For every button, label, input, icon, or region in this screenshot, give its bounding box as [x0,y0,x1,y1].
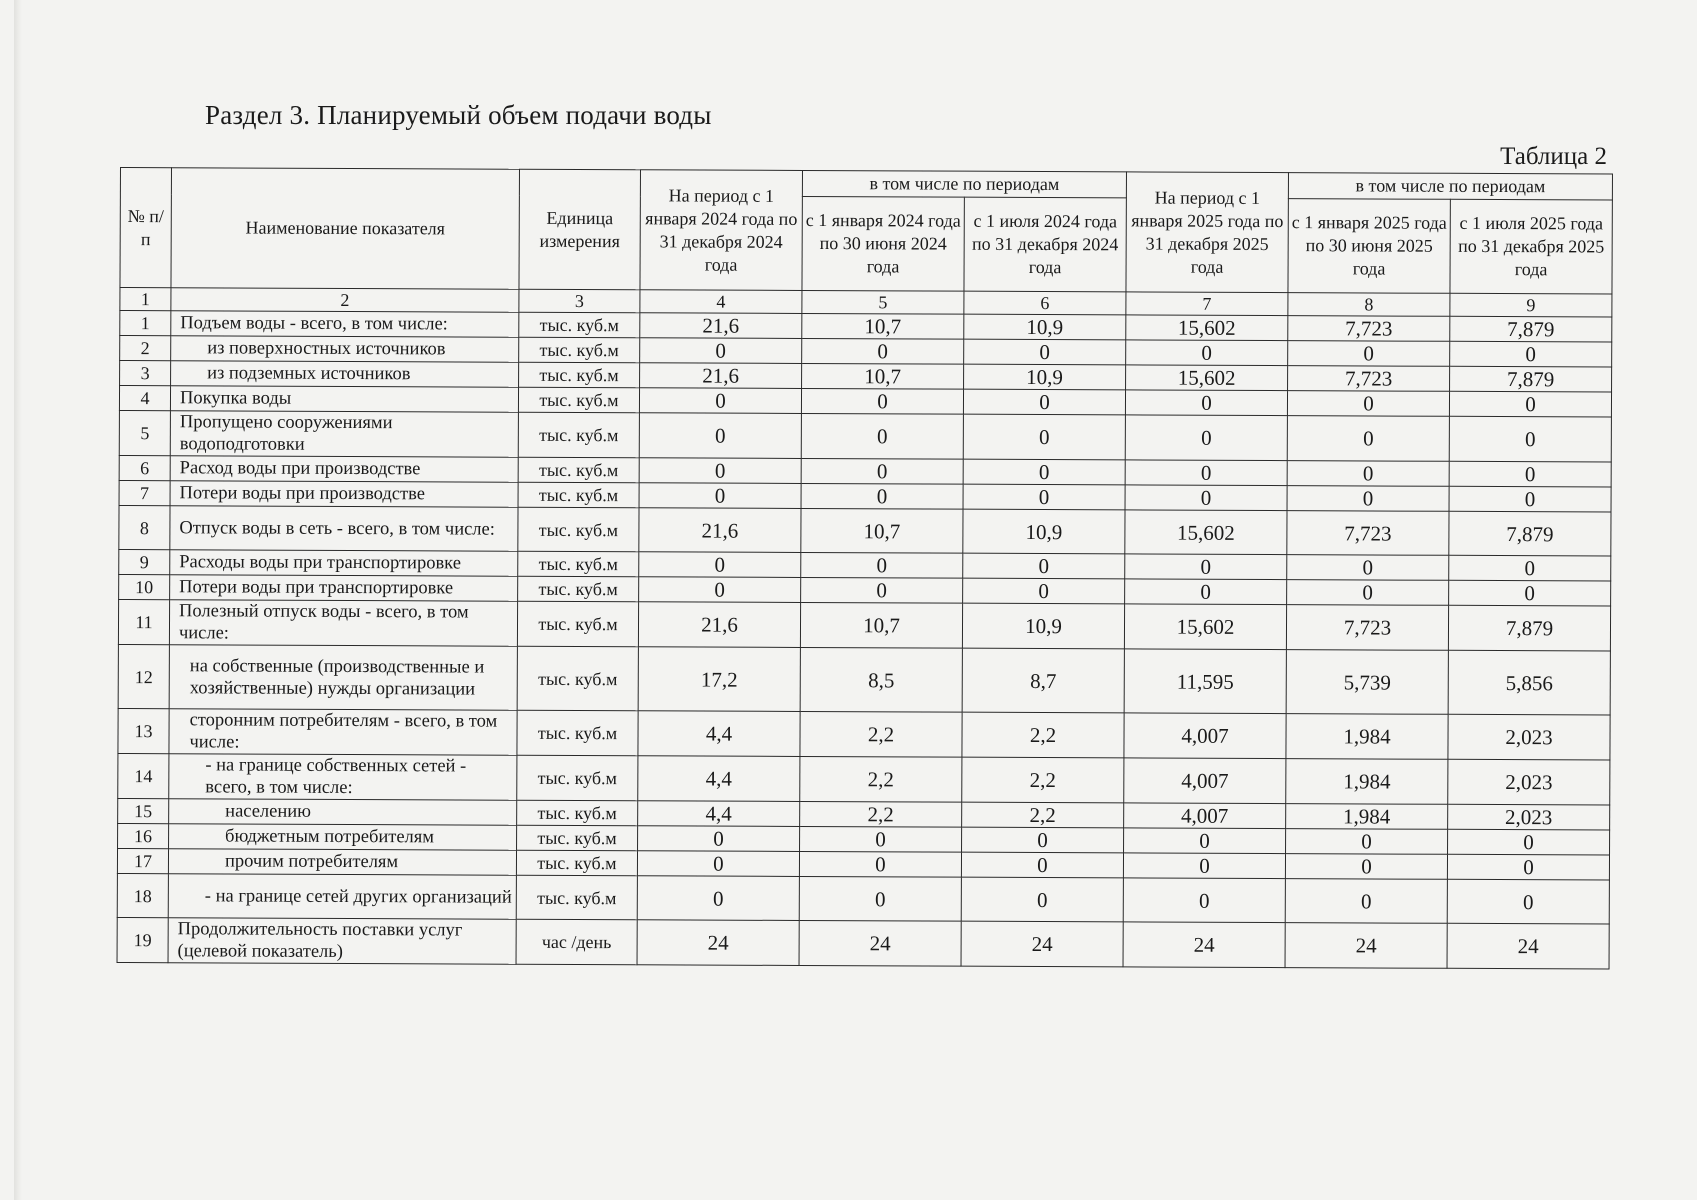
value-2024-h2: 0 [961,877,1123,922]
value-2025-total: 0 [1125,485,1287,511]
header-subperiods-2025: в том числе по периодам [1288,173,1612,200]
unit-cell: тыс. куб.м [519,312,640,338]
row-number: 12 [118,644,169,708]
value-2025-h1: 1,984 [1286,804,1448,830]
value-2024-h2: 8,7 [962,648,1124,713]
unit-cell: тыс. куб.м [518,576,639,602]
value-2025-total: 0 [1123,878,1285,923]
value-2024-h2: 24 [961,921,1123,967]
column-number: 5 [802,290,964,314]
row-number: 14 [118,753,169,798]
unit-cell: тыс. куб.м [517,601,638,647]
value-2024-h1: 24 [799,920,961,966]
value-2024-h1: 0 [799,876,961,921]
value-2024-h2: 0 [963,414,1125,460]
value-2025-h1: 7,723 [1288,316,1450,342]
value-2025-h2: 2,023 [1448,714,1610,760]
value-2025-h2: 0 [1448,829,1610,855]
indicator-name: из подземных источников [171,361,519,388]
value-2024-total: 0 [637,876,799,921]
row-number: 3 [120,361,171,386]
value-2025-h1: 0 [1287,555,1449,581]
value-2024-total: 21,6 [640,363,802,389]
value-2024-h2: 0 [963,578,1125,604]
indicator-name: бюджетным потребителям [169,824,517,851]
value-2025-h1: 0 [1285,854,1447,880]
value-2024-h1: 2,2 [800,711,962,757]
value-2025-h2: 5,856 [1448,650,1610,715]
row-number: 6 [119,455,170,480]
indicator-name: Подъем воды - всего, в том числе: [171,311,519,338]
unit-cell: тыс. куб.м [517,825,638,851]
value-2024-total: 0 [639,552,801,578]
page-edge [14,0,22,1200]
unit-cell: тыс. куб.м [518,457,639,483]
value-2025-total: 0 [1125,415,1287,461]
value-2024-h1: 0 [800,826,962,852]
value-2024-h1: 0 [802,338,964,364]
unit-cell: тыс. куб.м [517,755,638,801]
table-row [118,644,1610,715]
value-2024-h2: 0 [961,852,1123,878]
value-2024-total: 0 [639,458,801,484]
value-2024-h1: 10,7 [801,508,963,553]
value-2025-total: 11,595 [1124,649,1286,714]
indicator-name: - на границе собственных сетей - всего, в том числе: [169,754,517,801]
column-number: 8 [1288,293,1450,317]
row-number: 4 [119,386,170,411]
value-2025-h2: 24 [1447,923,1609,969]
header-row-top [120,168,1612,201]
value-2025-h1: 0 [1288,341,1450,367]
table-row [119,410,1611,462]
value-2024-h2: 0 [963,459,1125,485]
water-supply-table [117,167,1613,970]
value-2025-total: 15,602 [1126,365,1288,391]
value-2025-total: 15,602 [1126,315,1288,341]
value-2024-h2: 10,9 [964,364,1126,390]
value-2025-h2: 2,023 [1448,759,1610,805]
value-2025-h1: 0 [1287,486,1449,512]
column-number: 3 [519,289,640,313]
value-2025-h2: 0 [1449,580,1611,606]
value-2025-h2: 0 [1449,555,1611,581]
table-row [117,917,1609,969]
row-number: 18 [117,873,168,917]
header-h1-2025: с 1 января 2025 года по 30 июня 2025 года [1288,199,1450,294]
header-period-2024: На период с 1 января 2024 года по 31 декабря 2024 года [640,170,803,291]
value-2024-total: 0 [639,577,801,603]
value-2025-h2: 0 [1450,341,1612,367]
unit-cell: тыс. куб.м [518,482,639,508]
unit-cell: тыс. куб.м [518,412,639,458]
value-2025-h1: 0 [1287,461,1449,487]
value-2024-h1: 2,2 [800,801,962,827]
value-2025-h1: 0 [1285,879,1447,924]
value-2025-h1: 0 [1287,580,1449,606]
value-2025-h2: 0 [1447,854,1609,880]
value-2024-h1: 0 [801,577,963,603]
value-2024-h1: 0 [801,413,963,459]
value-2024-h1: 2,2 [800,756,962,802]
indicator-name: - на границе сетей других организаций [168,874,516,920]
value-2024-h2: 0 [963,553,1125,579]
value-2025-total: 4,007 [1124,758,1286,804]
header-name: Наименование показателя [171,168,520,290]
value-2025-h2: 7,879 [1448,605,1610,651]
value-2025-h2: 0 [1449,391,1611,417]
value-2024-total: 0 [639,388,801,414]
indicator-name: прочим потребителям [168,849,516,876]
value-2025-h2: 2,023 [1448,804,1610,830]
unit-cell: тыс. куб.м [517,710,638,756]
column-number: 2 [171,288,519,313]
value-2025-total: 0 [1125,554,1287,580]
value-2025-h1: 1,984 [1286,714,1448,760]
value-2024-h2: 10,9 [963,509,1125,554]
row-number: 16 [118,823,169,848]
indicator-name: Пропущено сооружениями водоподготовки [170,411,518,458]
header-unit: Единица измерения [519,169,641,290]
value-2024-h1: 0 [801,552,963,578]
indicator-name: Расход воды при производстве [170,456,518,483]
row-number: 2 [120,336,171,361]
value-2024-h2: 2,2 [962,757,1124,803]
value-2024-h1: 0 [799,851,961,877]
row-number: 9 [119,549,170,574]
value-2024-total: 0 [637,851,799,877]
unit-cell: тыс. куб.м [518,507,639,552]
value-2024-total: 0 [639,413,801,459]
value-2024-h2: 2,2 [962,712,1124,758]
row-number: 13 [118,708,169,753]
value-2025-h2: 0 [1449,461,1611,487]
value-2025-h1: 24 [1285,923,1447,969]
value-2025-total: 0 [1124,828,1286,854]
value-2024-h2: 0 [963,389,1125,415]
table-row [118,753,1610,805]
table-body [117,311,1612,970]
value-2025-h2: 0 [1449,416,1611,462]
value-2025-total: 4,007 [1124,803,1286,829]
value-2025-h1: 0 [1286,829,1448,855]
row-number: 1 [120,311,171,336]
value-2025-h2: 7,879 [1450,366,1612,392]
indicator-name: Расходы воды при транспортировке [170,550,518,577]
header-h1-2024: с 1 января 2024 года по 30 июня 2024 года [802,196,964,291]
unit-cell: тыс. куб.м [518,387,639,413]
column-number: 7 [1126,292,1288,316]
header-num: № п/п [120,168,172,288]
unit-cell: тыс. куб.м [517,646,638,711]
value-2024-total: 0 [640,338,802,364]
value-2024-h1: 8,5 [800,647,962,712]
value-2024-h2: 0 [962,827,1124,853]
indicator-name: Продолжительность поставки услуг (целевой показатель) [168,918,516,965]
unit-cell: тыс. куб.м [516,875,637,920]
indicator-name: из поверхностных источников [171,336,519,363]
value-2025-h2: 0 [1447,879,1609,924]
value-2024-total: 0 [638,826,800,852]
header-h2-2025: с 1 июля 2025 года по 31 декабря 2025 года [1450,199,1612,294]
value-2024-total: 24 [637,920,799,966]
indicator-name: Покупка воды [170,386,518,413]
value-2025-total: 0 [1126,340,1288,366]
value-2024-h1: 10,7 [802,313,964,339]
indicator-name: населению [169,799,517,826]
indicator-name: сторонним потребителям - всего, в том числе: [169,709,517,756]
indicator-name: Отпуск воды в сеть - всего, в том числе: [170,506,518,552]
value-2025-total: 0 [1123,853,1285,879]
value-2025-h1: 0 [1287,416,1449,462]
unit-cell: тыс. куб.м [516,850,637,876]
value-2024-h2: 0 [964,339,1126,365]
value-2024-h1: 10,7 [802,363,964,389]
value-2025-total: 0 [1125,390,1287,416]
header-period-2025: На период с 1 января 2025 года по 31 декабря 2025 года [1126,172,1289,293]
table-row [119,505,1611,556]
row-number: 5 [119,410,170,455]
row-number: 7 [119,480,170,505]
table-row [118,708,1610,760]
value-2024-total: 21,6 [638,602,800,648]
value-2025-total: 15,602 [1125,510,1287,555]
row-number: 8 [119,505,170,549]
value-2024-h1: 0 [801,483,963,509]
value-2025-h2: 7,879 [1450,316,1612,342]
value-2025-h1: 1,984 [1286,759,1448,805]
header-h2-2024: с 1 июля 2024 года по 31 декабря 2024 года [964,197,1126,292]
unit-cell: тыс. куб.м [518,551,639,577]
table-row [118,599,1610,651]
value-2025-h1: 7,723 [1288,366,1450,392]
value-2024-total: 21,6 [639,508,801,553]
unit-cell: час /день [516,919,637,965]
indicator-name: Полезный отпуск воды - всего, в том числе: [169,600,517,647]
column-number: 6 [964,291,1126,315]
unit-cell: тыс. куб.м [519,362,640,388]
value-2025-h1: 7,723 [1286,605,1448,651]
value-2024-h2: 0 [963,484,1125,510]
column-number: 4 [640,290,802,314]
value-2024-total: 21,6 [640,313,802,339]
value-2025-total: 4,007 [1124,713,1286,759]
header-subperiods-2024: в том числе по периодам [802,170,1126,197]
row-number: 19 [117,917,168,962]
column-number: 1 [120,288,171,311]
value-2024-total: 17,2 [638,647,800,712]
value-2024-h2: 2,2 [962,802,1124,828]
value-2024-total: 0 [639,483,801,509]
value-2025-total: 15,602 [1124,604,1286,650]
column-number: 9 [1450,293,1612,317]
value-2025-total: 0 [1125,579,1287,605]
value-2024-h2: 10,9 [964,314,1126,340]
value-2024-total: 4,4 [638,711,800,757]
value-2024-total: 4,4 [638,756,800,802]
value-2024-h2: 10,9 [962,603,1124,649]
table-row [117,873,1609,924]
row-number: 10 [119,574,170,599]
indicator-name: Потери воды при транспортировке [170,575,518,602]
indicator-name: на собственные (производственные и хозяйственные) нужды организации [169,645,517,711]
value-2025-h1: 5,739 [1286,650,1448,715]
row-number: 17 [117,848,168,873]
value-2025-h2: 7,879 [1449,511,1611,556]
indicator-name: Потери воды при производстве [170,481,518,508]
value-2025-total: 24 [1123,922,1285,968]
value-2025-h1: 0 [1287,391,1449,417]
value-2024-h1: 10,7 [800,602,962,648]
table-label: Таблица 2 [1500,143,1607,170]
row-number: 15 [118,798,169,823]
unit-cell: тыс. куб.м [519,337,640,363]
value-2025-h2: 0 [1449,486,1611,512]
unit-cell: тыс. куб.м [517,800,638,826]
value-2025-h1: 7,723 [1287,511,1449,556]
row-number: 11 [118,599,169,644]
section-title: Раздел 3. Планируемый объем подачи воды [205,100,712,130]
value-2024-h1: 0 [801,388,963,414]
value-2024-total: 4,4 [638,801,800,827]
value-2025-total: 0 [1125,460,1287,486]
value-2024-h1: 0 [801,458,963,484]
